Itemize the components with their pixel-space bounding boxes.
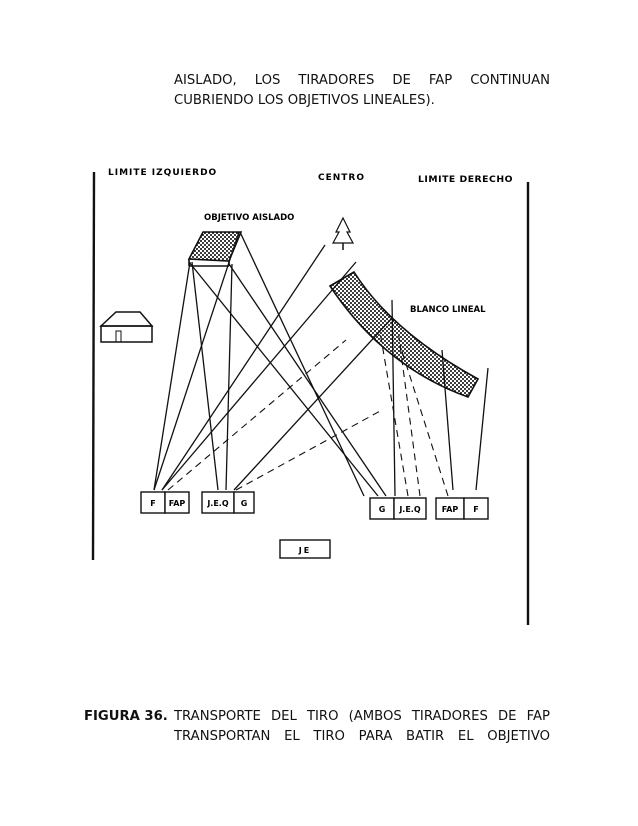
linear-target-band — [330, 272, 478, 397]
command-post-box — [280, 540, 330, 558]
right-g-label: G — [378, 505, 386, 514]
left-fap-label: FAP — [168, 499, 186, 508]
right-fap-label: FAP — [441, 505, 459, 514]
paragraph-line-2: CUBRIENDO LOS OBJETIVOS LINEALES). — [174, 93, 435, 108]
right-group — [370, 498, 488, 519]
isolated-target-label: OBJETIVO AISLADO — [204, 213, 295, 223]
left-jeq-label: J.E.Q — [207, 499, 229, 508]
center-label: CENTRO — [318, 173, 366, 183]
left-limit-label: LIMITE IZQUIERDO — [108, 168, 218, 178]
left-group — [141, 492, 254, 513]
house-icon — [101, 312, 152, 342]
left-g-label: G — [240, 499, 248, 508]
caption-line-2: TRANSPORTAN EL TIRO PARA BATIR EL OBJETIVO — [174, 729, 550, 744]
caption-line-1: TRANSPORTE DEL TIRO (AMBOS TIRADORES DE FAP — [174, 709, 550, 724]
right-jeq-label: J.E.Q — [399, 505, 421, 514]
linear-target-label: BLANCO LINEAL — [410, 305, 486, 315]
caption-text — [174, 707, 550, 747]
right-limit-label: LIMITE DERECHO — [418, 175, 513, 185]
tree-icon — [333, 218, 353, 250]
caption-label: FIGURA 36. — [84, 709, 168, 724]
right-f-label: F — [473, 505, 479, 514]
left-f-label: F — [150, 499, 156, 508]
command-post-label: JE — [298, 546, 312, 555]
paragraph-line-1: AISLADO, LOS TIRADORES DE FAP CONTINUAN — [174, 73, 550, 88]
left-limit-line — [93, 172, 94, 560]
